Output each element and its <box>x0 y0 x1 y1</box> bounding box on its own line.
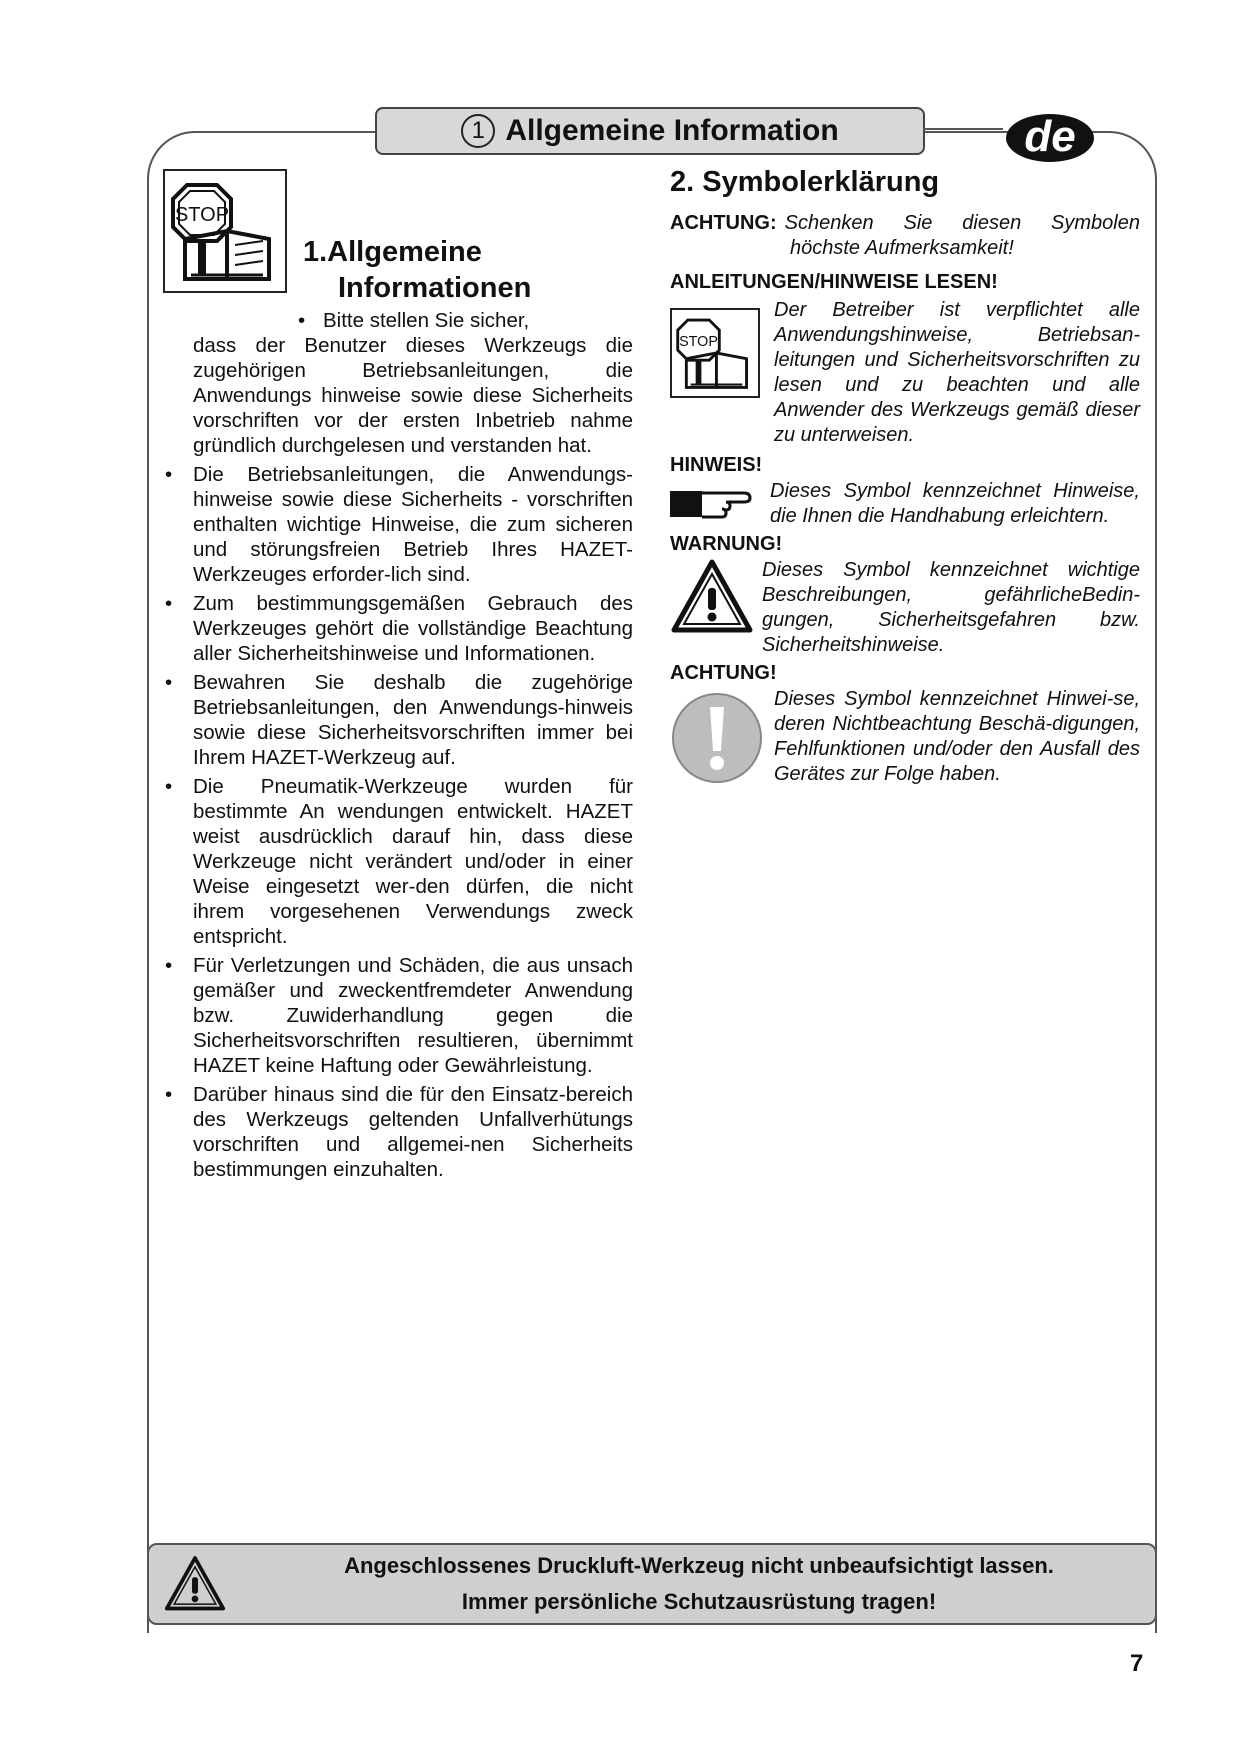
bullet-icon: • <box>165 671 173 694</box>
pointing-hand-icon <box>670 479 756 529</box>
symbol-item-text: Dieses Symbol kennzeichnet Hinweise, die Ihnen die Handhabung erleichtern. <box>770 480 1140 527</box>
list-item-text: Darüber hinaus sind die für den Einsatz-bereich des Werkzeugs geltenden Unfallverhütungs vorschriften und allgemei-nen Sicherheits bestimmungen einzuhalten. <box>193 1083 633 1181</box>
symbol-item-text: Der Betreiber ist verpflichtet alle Anwendungshinweise, Betriebsan-leitungen und Sicherheitsvorschriften zu lesen und zu beachten und alle Anwender des Werkzeugs gemäß dieser zu unterweisen. <box>774 299 1140 446</box>
warning-triangle-icon <box>670 558 754 658</box>
symbol-item <box>670 271 1140 448</box>
stop-book-icon <box>163 169 287 293</box>
symbol-item-label: HINWEIS! <box>670 454 763 476</box>
page-number: 7 <box>1130 1650 1144 1677</box>
footer-line-1: Angeschlossenes Druckluft-Werkzeug nicht unbeaufsichtigt lassen. <box>344 1553 1054 1578</box>
safety-footer <box>147 1543 1157 1625</box>
list-item-text: Zum bestimmungsgemäßen Gebrauch des Werkzeuges gehört die vollständige Beachtung aller Sicherheitshinweise und Informationen. <box>193 592 633 665</box>
stop-sign-label: STOP <box>174 204 230 226</box>
symbol-item-label: WARNUNG! <box>670 533 783 555</box>
list-item-text: dass der Benutzer dieses Werkzeugs die zugehörigen Betriebsanleitungen, die Anwendungs hinweise sowie diese Sicherheits vorschriften vor der ersten Inbetrieb nahme gründlich durchgelesen und verstanden hat. <box>193 334 633 457</box>
symbol-item-label: ACHTUNG! <box>670 662 777 684</box>
bullet-icon: • <box>165 1083 173 1106</box>
stop-sign-label: STOP <box>679 333 718 350</box>
list-item <box>163 308 633 458</box>
list-item-first-line: Bitte stellen Sie sicher, <box>323 309 530 332</box>
language-code: de <box>1024 112 1076 161</box>
symbol-item-text: Dieses Symbol kennzeichnet Hinwei-se, deren Nichtbeachtung Beschä-digungen, Fehlfunktionen und/oder den Ausfall des Gerätes zur Folge haben. <box>774 688 1140 785</box>
bullet-icon: • <box>298 309 306 332</box>
symbol-item-label: ANLEITUNGEN/HINWEISE LESEN! <box>670 271 998 293</box>
header-divider <box>923 128 1003 130</box>
section1-heading-line1: 1.Allgemeine <box>303 236 482 268</box>
warning-triangle-icon <box>163 1555 227 1618</box>
list-item <box>163 1082 633 1182</box>
symbol-item-text: Dieses Symbol kennzeichnet wichtige Beschreibungen, gefährlicheBedin-gungen, Sicherheitsgefahren bzw. Sicherheitshinweise. <box>762 559 1140 656</box>
list-item <box>163 591 633 666</box>
list-item <box>163 774 633 949</box>
symbol-legend-column <box>670 166 1140 790</box>
footer-line-2: Immer persönliche Schutzausrüstung tragen! <box>461 1589 937 1614</box>
bullet-icon: • <box>165 592 173 615</box>
bullet-icon: • <box>165 775 173 798</box>
list-item <box>163 670 633 770</box>
section-number: 1 <box>461 114 495 148</box>
bullet-icon: • <box>165 954 173 977</box>
intro-text-line2: höchste Aufmerksamkeit! <box>790 237 1014 259</box>
page-title: Allgemeine Information <box>505 114 839 147</box>
language-badge <box>1000 110 1100 166</box>
intro-label: ACHTUNG: <box>670 212 777 234</box>
list-item-text: Die Pneumatik-Werkzeuge wurden für bestimmte An wendungen entwickelt. HAZET weist ausdrücklich darauf hin, dass diese Werkzeuge nicht verändert und/oder in einer Weise eingesetzt wer-den dürfen, die nicht ihrem vorgesehenen Verwendungs zweck entspricht. <box>193 775 633 948</box>
list-item-text: Bewahren Sie deshalb die zugehörige Betriebsanleitungen, den Anwendungs-hinweis sowie diese Sicherheitsvorschriften immer bei Ihrem HAZET-Werkzeug auf. <box>193 671 633 769</box>
section-header <box>375 107 925 155</box>
list-item-text: Die Betriebsanleitungen, die Anwendungs-hinweise sowie diese Sicherheits - vorschriften enthalten wichtige Hinweise, die zum sicheren und störungsfreien Betrieb Ihres HAZET-Werkzeuges erforder-lich sind. <box>193 463 633 586</box>
symbol-item <box>670 454 1140 529</box>
section1-heading-line2: Informationen <box>338 272 532 304</box>
symbol-item <box>670 533 1140 658</box>
symbol-intro <box>670 211 1140 261</box>
section2-heading: 2. Symbolerklärung <box>670 166 940 198</box>
list-item <box>163 953 633 1078</box>
stop-book-icon <box>670 308 760 398</box>
list-item <box>163 462 633 587</box>
general-info-list <box>163 308 633 1186</box>
intro-text-line1: Schenken Sie diesen Symbolen <box>784 212 1140 234</box>
exclamation-circle-icon <box>670 687 764 790</box>
list-item-text: Für Verletzungen und Schäden, die aus unsach gemäßer und zweckentfremdeter Anwendung bzw. Zuwiderhandlung gegen die Sicherheitsvorschriften resultieren, übernimmt HAZET keine Haftung oder Gewährleistung. <box>193 954 633 1077</box>
symbol-item <box>670 662 1140 790</box>
bullet-icon: • <box>165 463 173 486</box>
section1-heading <box>303 234 633 306</box>
